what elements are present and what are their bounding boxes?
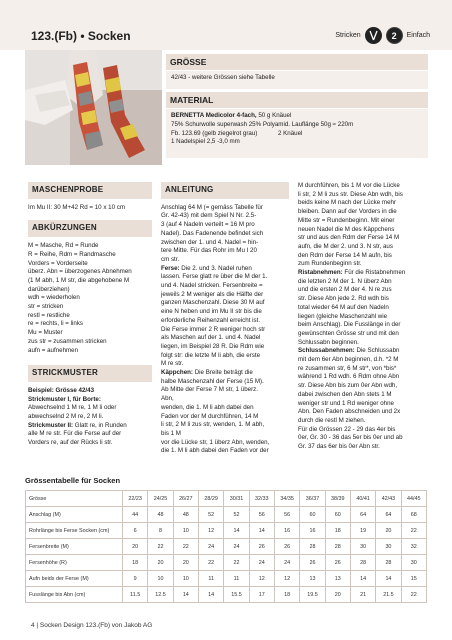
column-middle	[161, 182, 289, 456]
table-header-cell: 34/35	[274, 491, 299, 507]
table-cell: 18	[123, 555, 148, 571]
strickmuster-2-text	[28, 422, 152, 448]
instruction-line: Die Ferse immer 2 R weniger hoch str	[161, 325, 266, 333]
instruction-line: erforderliche Reihenzahl erreicht ist.	[161, 316, 261, 324]
pattern-1-line: abwechselnd 2 M re, 2 M li.	[28, 413, 104, 421]
maschenprobe-text: Im Mu II: 30 M+42 Rd = 10 x 10 cm	[28, 203, 125, 211]
table-row	[26, 555, 427, 571]
table-row-label: Fersenhöhe (R)	[26, 555, 123, 571]
table-cell: 24	[274, 555, 299, 571]
material-body	[166, 109, 428, 158]
table-cell: 8	[148, 523, 173, 539]
table-cell: 12	[274, 571, 299, 587]
abkuerzungen-heading: ABKÜRZUNGEN	[28, 220, 152, 237]
instruction-line: zum Rundenbeginn str.	[298, 260, 362, 268]
table-cell: 17	[249, 587, 274, 603]
table-cell: 10	[173, 571, 198, 587]
table-cell: 24	[249, 555, 274, 571]
instruction-line: folgt str: die letzte M li abh, die erste	[161, 351, 261, 359]
table-row	[26, 587, 427, 603]
table-row-label: Aufn beids der Ferse (M)	[26, 571, 123, 587]
table-cell: 20	[123, 539, 148, 555]
table-cell: 22	[224, 555, 249, 571]
table-cell: 14	[224, 523, 249, 539]
table-row-label: Anschlag (M)	[26, 507, 123, 523]
instruction-line: Gr. 37 das 6er bis 0er Abn str.	[298, 443, 380, 451]
table-cell: 21.5	[376, 587, 401, 603]
table-cell: 14	[376, 571, 401, 587]
instruction-line: M durchführen, bis 1 M vor die Lücke	[298, 182, 400, 189]
table-cell: 28	[376, 555, 401, 571]
table-cell: 24	[198, 539, 223, 555]
strickmuster-example: Beispiel: Grösse 42/43	[28, 386, 95, 394]
table-cell: 20	[376, 523, 401, 539]
groesse-text: 42/43 - weitere Grössen siehe Tabelle	[171, 74, 275, 81]
instruction-line: bis 1 M	[161, 429, 181, 437]
category-label: Stricken	[335, 32, 361, 39]
instruction-line: und 4. Nadel stricken. Fersenbreite =	[161, 282, 263, 290]
instruction-line: tere Mitte. Für das Rohr im Mu I 20	[161, 247, 257, 255]
page-footer: 4 | Socken Design 123.(Fb) von Jakob AG	[31, 622, 153, 629]
instruction-line: den Rdm der Ferse 14 M aufn, bis	[298, 251, 392, 259]
table-row-label: Fersenbreite (M)	[26, 539, 123, 555]
instruction-line: str und aus den Rdm der Ferse 14 M	[298, 234, 400, 242]
instruction-line: Abn. Den Faden abschneiden und 2x	[298, 408, 401, 416]
table-row	[26, 539, 427, 555]
instruction-line: die 1. M li abh dabei den Faden vor der	[161, 447, 269, 455]
instruction-line: liegen (gleiche Maschenzahl wie	[298, 312, 388, 320]
instruction-line: mit dem 6er Abn beginnen, d.h. *2 M	[298, 356, 399, 364]
instruction-line: Ristabnehmen: Für die Ristabnehmen	[298, 269, 406, 277]
table-cell: 22	[198, 555, 223, 571]
strickmuster-heading: STRICKMUSTER	[28, 365, 152, 382]
table-cell: 11	[198, 571, 223, 587]
table-cell: 16	[300, 523, 325, 539]
table-cell: 28	[350, 555, 375, 571]
instruction-line: liegen, im Beispiel 28 R. Die Rdm wie	[161, 342, 265, 350]
table-cell: 22	[401, 587, 426, 603]
table-cell: 56	[249, 507, 274, 523]
instruction-line: während 1 Rd wdh. 6 Rdm ohne Abn	[298, 373, 400, 381]
table-cell: 12	[249, 571, 274, 587]
instruction-line: bleiben. Dann auf der Vorders in die	[298, 208, 397, 216]
table-cell: 30	[376, 539, 401, 555]
abbreviation-line: re = rechts, li = links	[28, 320, 84, 328]
table-header-cell: 32/33	[249, 491, 274, 507]
table-row-label: Fusslänge bis Abn (cm)	[26, 587, 123, 603]
column-right	[298, 182, 428, 452]
instruction-line: Ab Mitte der Ferse 7 M str, 1 überz.	[161, 386, 258, 394]
table-cell: 56	[274, 507, 299, 523]
table-cell: 20	[173, 555, 198, 571]
table-cell: 28	[325, 539, 350, 555]
material-line-4: 1 Nadelspiel 2,5 -3,0 mm	[171, 138, 240, 146]
pattern-2-line-label: Strickmuster II:	[28, 421, 74, 429]
instruction-line: Schlussabnehmen: Die Schlussabn	[298, 347, 400, 355]
table-cell: 52	[198, 507, 223, 523]
table-header-cell: 26/27	[173, 491, 198, 507]
size-table-title: Grössentabelle für Socken	[25, 476, 121, 485]
table-header-cell: 24/25	[148, 491, 173, 507]
anleitung-intro	[161, 204, 289, 265]
table-cell: 30	[401, 555, 426, 571]
table-cell: 64	[350, 507, 375, 523]
abbreviation-line: Mu = Muster	[28, 329, 63, 337]
instruction-line: Gr. 42-43) mit dem Spiel N Nr. 2.5-	[161, 212, 257, 220]
instruction-line: Abn,	[161, 395, 174, 403]
table-cell: 52	[224, 507, 249, 523]
table-cell: 19	[350, 523, 375, 539]
table-cell: 19.5	[300, 587, 325, 603]
abbreviation-line: restl = restliche	[28, 311, 70, 319]
pattern-2-line: alle M re str. Für die Ferse auf der	[28, 430, 122, 438]
table-header-cell: 28/29	[198, 491, 223, 507]
table-cell: 20	[325, 587, 350, 603]
table-cell: 6	[123, 523, 148, 539]
column-left	[28, 182, 152, 448]
abbreviation-line: M = Masche, Rd = Runde	[28, 242, 99, 250]
table-cell: 12	[198, 523, 223, 539]
table-cell: 14	[198, 587, 223, 603]
table-cell: 22	[173, 539, 198, 555]
abbreviation-line: Vorders = Vorderseite	[28, 259, 88, 267]
table-cell: 15	[401, 571, 426, 587]
table-header-cell: Grösse	[26, 491, 123, 507]
instruction-line: li str, 2 M li zus str, wenden, 1. M abh,	[161, 421, 265, 429]
instruction-line-label: Schlussabnehmen:	[298, 347, 355, 355]
table-row	[26, 523, 427, 539]
instruction-line: durch die restl M ziehen.	[298, 416, 366, 424]
instruction-line: lassen. Ferse glatt re über die M der 1.	[161, 273, 268, 281]
anleitung-continued	[298, 182, 428, 269]
instruction-line: 0er, Gr. 30 - 36 das 5er bis 0er und ab	[298, 434, 403, 442]
material-heading	[166, 92, 428, 108]
instruction-line: M re str.	[161, 360, 184, 368]
table-cell: 68	[401, 507, 426, 523]
pattern-2-line: Vorders re, auf der Rücks li str.	[28, 439, 113, 447]
table-header-cell: 22/23	[123, 491, 148, 507]
anleitung-ferse	[161, 265, 289, 369]
groesse-heading	[166, 54, 428, 70]
instruction-line: als Maschen auf der 1. und 4. Nadel	[161, 334, 261, 342]
instruction-line: jeweils 2 M weniger als die Hälfte der	[161, 290, 264, 298]
instruction-line: str. Diese Abn jede 2. Rd wdh bis	[298, 295, 389, 303]
table-cell: 44	[123, 507, 148, 523]
instruction-line: beids keine M nach der Lücke mehr	[298, 199, 397, 207]
instruction-line: dabei zwischen den Abn stets 1 M	[298, 390, 392, 398]
table-header-cell: 40/41	[350, 491, 375, 507]
abbreviation-line: überz. Abn = überzogenes Abnehmen	[28, 268, 132, 276]
instruction-line: Nadel). Das Fadenende befindet sich	[161, 229, 264, 237]
instruction-line: Anschlag 64 M (= gemäss Tabelle für	[161, 203, 263, 211]
table-cell: 30	[350, 539, 375, 555]
abkuerzungen-list	[28, 242, 152, 355]
groesse-title: GRÖSSE	[170, 57, 207, 67]
instruction-line: vor die Lücke str, 1 überz Abn, wenden,	[161, 438, 270, 446]
anleitung-heading: ANLEITUNG	[161, 182, 289, 199]
instruction-line: Ferse: Die 2. und 3. Nadel ruhen	[161, 264, 252, 272]
table-header-cell: 38/39	[325, 491, 350, 507]
table-header-cell: 36/37	[300, 491, 325, 507]
table-cell: 18	[274, 587, 299, 603]
level-badge: 2	[386, 27, 403, 44]
material-title: MATERIAL	[170, 95, 214, 105]
instruction-line: neuen Nadel die M des Käppchens	[298, 225, 395, 233]
instruction-line: 3 (auf 4 Nadeln verteilt = 16 M pro	[161, 221, 255, 229]
table-header-row	[26, 491, 427, 507]
table-cell: 15.5	[224, 587, 249, 603]
strickmuster-1-text	[28, 404, 152, 421]
instruction-line: Käppchen: Die Breite beträgt die	[161, 369, 253, 377]
instruction-line: weniger str und 1 Rd weniger ohne	[298, 399, 394, 407]
instruction-line: eine N heben und im Mu II str bis die	[161, 308, 262, 316]
table-cell: 60	[300, 507, 325, 523]
abbreviation-line: wdh = wiederholen	[28, 294, 80, 302]
abbreviation-line: aufn = aufnehmen	[28, 346, 79, 354]
table-cell: 48	[173, 507, 198, 523]
instruction-line: Schlussabn beginnen.	[298, 338, 359, 346]
abbreviation-line: (1 M abh, 1 M str, die abgehobene M	[28, 276, 130, 284]
abbreviation-line: zus str = zusammen stricken	[28, 337, 107, 345]
table-cell: 26	[249, 539, 274, 555]
product-photo	[25, 50, 162, 165]
table-cell: 16	[274, 523, 299, 539]
pattern-2-line: Strickmuster II: Glatt re, in Runden	[28, 421, 127, 429]
instruction-line-label: Ferse:	[161, 264, 180, 272]
anleitung-ristabnehmen	[298, 269, 428, 347]
anleitung-schlussabnehmen	[298, 347, 428, 451]
instruction-line: str. Diese Abn bis zum 0er Abn wdh,	[298, 382, 398, 390]
groesse-body	[166, 71, 428, 89]
instruction-line: aufn, die M der 2. und 3. N str, aus	[298, 242, 393, 250]
instruction-line: Mitte str = Rundenbeginn. Mit einer	[298, 216, 395, 224]
size-table	[25, 490, 427, 603]
instruction-line: Für die Grössen 22 - 29 das 4er bis	[298, 425, 396, 433]
table-cell: 26	[300, 555, 325, 571]
table-cell: 20	[148, 555, 173, 571]
table-cell: 26	[325, 555, 350, 571]
table-header-cell: 44/45	[401, 491, 426, 507]
table-cell: 22	[401, 523, 426, 539]
instruction-line: total wieder 64 M auf den Nadeln	[298, 303, 389, 311]
maschenprobe-heading: MASCHENPROBE	[28, 182, 152, 199]
instruction-line: beim Anschlag). Die Fusslänge in der	[298, 321, 401, 329]
abbreviation-line: darüberziehen)	[28, 285, 70, 293]
table-cell: 18	[325, 523, 350, 539]
anleitung-kaeppchen	[161, 369, 289, 456]
table-cell: 13	[325, 571, 350, 587]
material-line-2: 75% Schurwolle superwash 25% Polyamid. Lauflänge 50g ≈ 220m	[171, 120, 354, 128]
instruction-line: wenden, die 1. M li abh dabei den	[161, 403, 254, 411]
instruction-line: cm str.	[161, 255, 180, 263]
table-cell: 14	[249, 523, 274, 539]
instruction-line: ganzen Maschenzahl. Diese 30 M auf	[161, 299, 265, 307]
instruction-line: und die ersten 2 M der 4. N re zus	[298, 286, 392, 294]
table-cell: 14	[350, 571, 375, 587]
table-cell: 11	[224, 571, 249, 587]
table-cell: 24	[224, 539, 249, 555]
table-cell: 10	[173, 523, 198, 539]
instruction-line: Faden vor der M durchführen, 14 M	[161, 412, 259, 420]
strickmuster-1-label: Strickmuster I, für Borte:	[28, 395, 101, 403]
table-cell: 14	[173, 587, 198, 603]
instruction-line-label: Ristabnehmen:	[298, 269, 343, 277]
table-cell: 64	[376, 507, 401, 523]
table-header-cell: 30/31	[224, 491, 249, 507]
table-row	[26, 571, 427, 587]
table-cell: 26	[274, 539, 299, 555]
table-row-label: Rohrlänge bis Ferse Socken (cm)	[26, 523, 123, 539]
table-cell: 21	[350, 587, 375, 603]
abbreviation-line: R = Reihe, Rdm = Randmasche	[28, 250, 116, 258]
abbreviation-line: str = stricken	[28, 303, 64, 311]
table-cell: 12.5	[148, 587, 173, 603]
instruction-line: die letzten 2 M der 1. N überz Abn	[298, 277, 392, 285]
table-cell: 32	[401, 539, 426, 555]
level-label: Einfach	[406, 32, 430, 39]
pattern-1-line: Abwechselnd 1 M re, 1 M li oder	[28, 404, 117, 412]
instruction-line: re zusammen str, 6 M str*, von *bis*	[298, 364, 397, 372]
table-cell: 60	[325, 507, 350, 523]
table-cell: 13	[300, 571, 325, 587]
material-line-1: BERNETTA Medicolor 4-fach, 50 g Knäuel	[171, 112, 292, 119]
header-meta	[335, 27, 430, 44]
instruction-line: halbe Maschenzahl der Ferse (15 M).	[161, 377, 264, 385]
material-line-3: Fb. 123.69 (gelb ziegelrot grau) 2 Knäuel	[171, 129, 303, 137]
instruction-line-label: Käppchen:	[161, 369, 193, 377]
table-cell: 10	[148, 571, 173, 587]
table-cell: 28	[300, 539, 325, 555]
table-cell: 22	[148, 539, 173, 555]
table-cell: 11.5	[123, 587, 148, 603]
table-row	[26, 507, 427, 523]
table-cell: 48	[148, 507, 173, 523]
table-header-cell: 42/43	[376, 491, 401, 507]
instruction-line: li str, 2 M li zus str. Diese Abn wdh, bis	[298, 190, 403, 198]
instruction-line: zwischen der 1. und 4. Nadel = hin-	[161, 238, 259, 246]
instruction-line: gewünschten Grösse str und mit den	[298, 329, 399, 337]
knitting-needles-icon	[365, 27, 382, 44]
table-cell: 9	[123, 571, 148, 587]
page-title: 123.(Fb) • Socken	[31, 29, 131, 43]
